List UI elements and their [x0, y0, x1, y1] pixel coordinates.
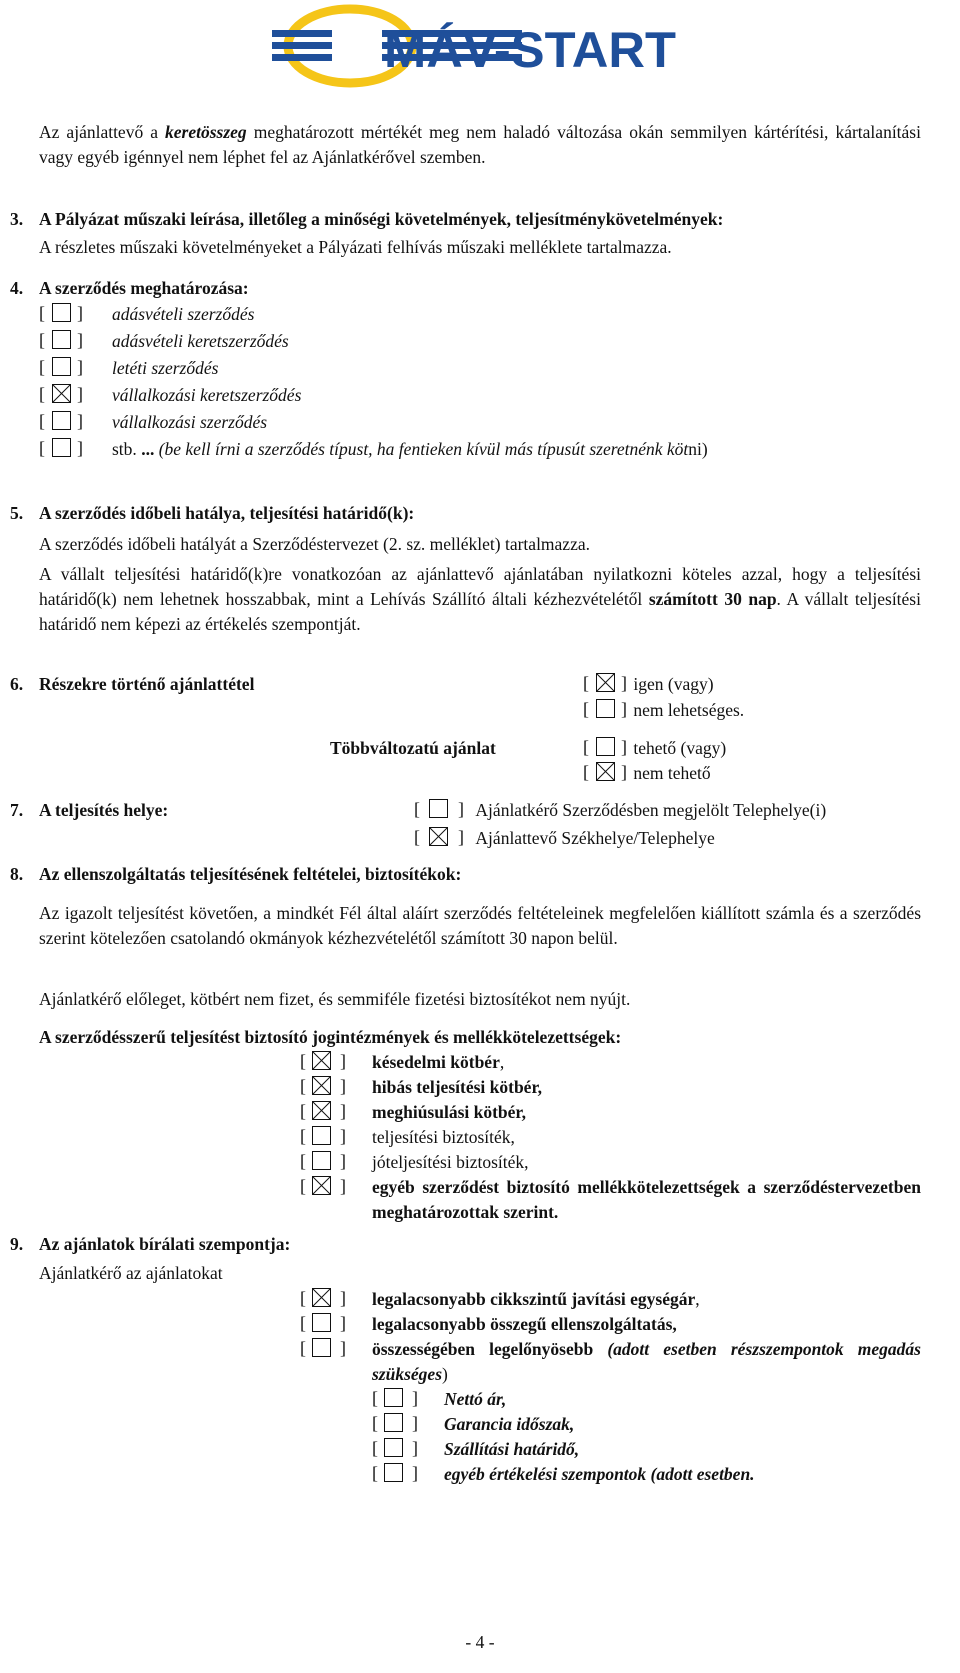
checkbox-checked[interactable]: [ ]	[300, 1176, 346, 1196]
checkbox-checked[interactable]: [ ]	[300, 1051, 346, 1071]
sub-criteria-option[interactable]	[372, 1412, 575, 1437]
guarantee-item[interactable]	[300, 1125, 515, 1150]
intro-pre: Az ajánlattevő a	[39, 122, 166, 142]
option-label: nem lehetséges.	[633, 700, 745, 720]
item-label: meghiúsulási kötbér,	[372, 1102, 526, 1122]
checkbox[interactable]: [ ]	[300, 1338, 346, 1358]
option-label: legalacsonyabb cikkszintű javítási egységár,	[372, 1289, 700, 1309]
guarantee-item-other-label: egyéb szerződést biztosító mellékkötelezettségek a szerződéstervezetben meghatározottak szerint.	[372, 1177, 921, 1222]
item-label: teljesítési biztosíték,	[372, 1127, 515, 1147]
checkbox[interactable]: [ ]	[372, 1413, 418, 1433]
section-8-title: Az ellenszolgáltatás teljesítésének feltételei, biztosítékok:	[39, 864, 462, 884]
option-label: adásvételi szerződés	[112, 304, 255, 324]
section-7-number: 7.	[10, 800, 24, 820]
option-parts-yes[interactable]	[583, 672, 714, 697]
section-8-number: 8.	[10, 864, 24, 884]
item-label: késedelmi kötbér,	[372, 1052, 505, 1072]
guarantee-item[interactable]	[300, 1150, 529, 1175]
option-place-bidder[interactable]	[414, 826, 715, 851]
guarantee-item[interactable]	[300, 1075, 542, 1100]
option-label: Ajánlattevő Székhelye/Telephelye	[475, 828, 715, 848]
checkbox-checked[interactable]: [ ]	[583, 673, 627, 693]
sub-criteria-option[interactable]	[372, 1437, 580, 1462]
checkbox[interactable]: [ ]	[39, 357, 83, 377]
checkbox-checked[interactable]: [ ]	[414, 827, 464, 847]
intro-paragraph	[39, 120, 921, 170]
sub-option-label: Garancia időszak,	[444, 1414, 575, 1434]
contract-type-option-other[interactable]	[39, 437, 708, 462]
guarantee-item-other[interactable]	[300, 1175, 350, 1200]
option-label: adásvételi keretszerződés	[112, 331, 289, 351]
checkbox-checked[interactable]: [ ]	[300, 1288, 346, 1308]
section-6-title: Részekre történő ajánlattétel	[39, 674, 255, 694]
guarantee-item[interactable]	[300, 1100, 526, 1125]
option-place-buyer[interactable]	[414, 798, 826, 823]
contract-type-option[interactable]	[39, 302, 255, 327]
section-7-title: A teljesítés helye:	[39, 800, 169, 820]
checkbox[interactable]: [ ]	[300, 1151, 346, 1171]
checkbox[interactable]: [ ]	[372, 1438, 418, 1458]
guarantee-item[interactable]	[300, 1050, 505, 1075]
option-label: Ajánlatkérő Szerződésben megjelölt Telephelye(i)	[475, 800, 827, 820]
section-3-title: A Pályázat műszaki leírása, illetőleg a minőségi követelmények, teljesítménykövetelmények:	[39, 209, 724, 229]
option-label: vállalkozási szerződés	[112, 412, 268, 432]
checkbox-checked[interactable]: [ ]	[300, 1076, 346, 1096]
checkbox[interactable]: [ ]	[39, 330, 83, 350]
option-label: legalacsonyabb összegű ellenszolgáltatás,	[372, 1314, 677, 1334]
option-label: nem tehető	[633, 763, 711, 783]
checkbox-checked[interactable]: [ ]	[583, 762, 627, 782]
criteria-option[interactable]	[300, 1312, 677, 1337]
section-5-text-1: A szerződés időbeli hatályát a Szerződéstervezet (2. sz. melléklet) tartalmazza.	[39, 534, 590, 554]
checkbox[interactable]: [ ]	[39, 303, 83, 323]
section-9-number: 9.	[10, 1234, 24, 1254]
multivariant-title: Többváltozatú ajánlat	[330, 738, 496, 758]
section-8-text-2: Ajánlatkérő előleget, kötbért nem fizet, és semmiféle fizetési biztosítékot nem nyújt.	[39, 989, 631, 1009]
checkbox[interactable]: [ ]	[372, 1463, 418, 1483]
contract-type-option[interactable]	[39, 410, 268, 435]
contract-type-option[interactable]	[39, 329, 289, 354]
criteria-option[interactable]	[300, 1337, 350, 1362]
option-variant-no[interactable]	[583, 761, 711, 786]
checkbox-checked[interactable]: [ ]	[300, 1101, 346, 1121]
sub-criteria-option[interactable]	[372, 1462, 755, 1487]
section-3-number: 3.	[10, 209, 24, 229]
section-5-title: A szerződés időbeli hatálya, teljesítési határidő(k):	[39, 503, 415, 523]
section-6-number: 6.	[10, 674, 24, 694]
section-5-text-2: A vállalt teljesítési határidő(k)re vonatkozóan az ajánlattevő ajánlatában nyilatkozni köteles azzal, hogy a teljesítési határidő(k) nem lehetnek hosszabbak, mint a Lehívás Szállító általi kézhezvételétől számított 30 nap. A vállalt teljesítési határidő nem képezi az értékelés szempontját.	[39, 564, 921, 634]
sub-criteria-option[interactable]	[372, 1387, 507, 1412]
item-label: hibás teljesítési kötbér,	[372, 1077, 542, 1097]
checkbox[interactable]: [ ]	[300, 1126, 346, 1146]
option-variant-yes[interactable]	[583, 736, 726, 761]
checkbox-checked[interactable]: [ ]	[39, 384, 83, 404]
option-label-other: stb. ... (be kell írni a szerződés típust, ha fentieken kívül más típusút szeretnénk kötni)	[112, 439, 708, 459]
section-8-text-1: Az igazolt teljesítést követően, a mindkét Fél által aláírt szerződés feltételeinek megfelelően kiállított számla és a szerződés szerint kötelezően csatolandó okmányok kézhezvételétől számított 30 napon belül.	[39, 903, 921, 948]
contract-type-option[interactable]	[39, 383, 302, 408]
section-9-title: Az ajánlatok bírálati szempontja:	[39, 1234, 291, 1254]
section-9-intro: Ajánlatkérő az ajánlatokat	[39, 1263, 223, 1283]
sub-option-label: Nettó ár,	[444, 1389, 507, 1409]
criteria-option[interactable]	[300, 1287, 700, 1312]
section-5-number: 5.	[10, 503, 24, 523]
option-label: vállalkozási keretszerződés	[112, 385, 302, 405]
option-label: letéti szerződés	[112, 358, 219, 378]
checkbox[interactable]: [ ]	[39, 438, 83, 458]
option-label: tehető (vagy)	[633, 738, 727, 758]
section-8-subtitle: A szerződésszerű teljesítést biztosító jogintézmények és mellékkötelezettségek:	[39, 1027, 622, 1047]
checkbox[interactable]: [ ]	[372, 1388, 418, 1408]
contract-type-option[interactable]	[39, 356, 219, 381]
section-4-title: A szerződés meghatározása:	[39, 278, 249, 298]
section-4-number: 4.	[10, 278, 24, 298]
intro-emphasis: keretösszeg	[165, 122, 247, 142]
checkbox[interactable]: [ ]	[300, 1313, 346, 1333]
item-label: jóteljesítési biztosíték,	[372, 1152, 529, 1172]
logo-text: MÁV-START	[384, 22, 676, 78]
criteria-option-label: összességében legelőnyösebb (adott esetben részszempontok megadás szükséges)	[372, 1339, 921, 1384]
mav-start-logo	[272, 4, 682, 88]
option-parts-no[interactable]	[583, 698, 744, 723]
checkbox[interactable]: [ ]	[583, 737, 627, 757]
checkbox[interactable]: [ ]	[583, 699, 627, 719]
intro-post: meghatározott mértékét meg nem haladó változása okán semmilyen kártérítési, kártalanítási vagy egyéb igénnyel nem léphet fel az Ajánlatkérővel szemben.	[39, 122, 921, 167]
section-3-text: A részletes műszaki követelményeket a Pályázati felhívás műszaki melléklete tartalmazza.	[39, 237, 672, 257]
checkbox[interactable]: [ ]	[39, 411, 83, 431]
page-number: - 4 -	[465, 1632, 495, 1652]
sub-option-label: egyéb értékelési szempontok (adott esetben.	[444, 1464, 755, 1484]
sub-option-label: Szállítási határidő,	[444, 1439, 580, 1459]
option-label: igen (vagy)	[633, 674, 714, 694]
checkbox[interactable]: [ ]	[414, 799, 464, 819]
